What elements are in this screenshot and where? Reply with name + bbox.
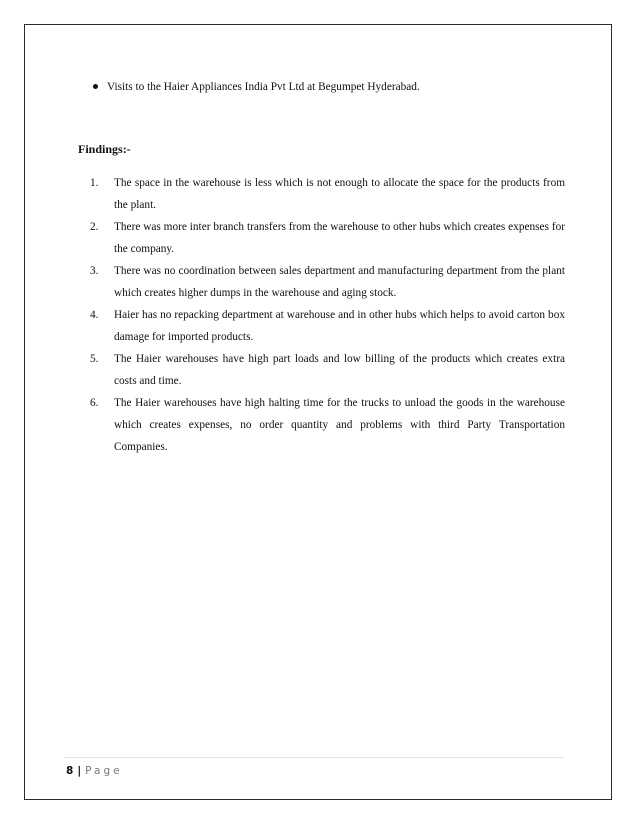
finding-item <box>90 216 565 260</box>
page-number: 8 <box>66 765 74 777</box>
finding-number: 3. <box>90 265 99 277</box>
findings-list <box>90 172 565 458</box>
finding-item <box>90 260 565 304</box>
footer-separator: | <box>77 765 82 777</box>
bullet-icon <box>93 84 98 89</box>
bullet-item <box>93 80 420 94</box>
finding-text: The Haier warehouses have high halting time for the trucks to unload the goods in the warehouse which creates expenses, no order quantity and problems with third Party Transportation Companies. <box>114 397 565 453</box>
finding-item <box>90 172 565 216</box>
finding-number: 5. <box>90 353 99 365</box>
page-label: Page <box>85 765 123 777</box>
finding-item <box>90 392 565 458</box>
finding-number: 6. <box>90 397 99 409</box>
finding-text: There was more inter branch transfers from the warehouse to other hubs which creates expenses for the company. <box>114 221 565 255</box>
finding-number: 2. <box>90 221 99 233</box>
finding-number: 1. <box>90 177 99 189</box>
finding-text: The Haier warehouses have high part loads and low billing of the products which creates extra costs and time. <box>114 353 565 387</box>
findings-heading: Findings:- <box>78 142 131 156</box>
footer-divider <box>64 757 564 758</box>
finding-text: Haier has no repacking department at warehouse and in other hubs which helps to avoid carton box damage for imported products. <box>114 309 565 343</box>
finding-item <box>90 348 565 392</box>
page-footer <box>66 764 123 778</box>
finding-item <box>90 304 565 348</box>
finding-number: 4. <box>90 309 99 321</box>
finding-text: The space in the warehouse is less which is not enough to allocate the space for the products from the plant. <box>114 177 565 211</box>
finding-text: There was no coordination between sales department and manufacturing department from the plant which creates higher dumps in the warehouse and aging stock. <box>114 265 565 299</box>
bullet-item-text: Visits to the Haier Appliances India Pvt Ltd at Begumpet Hyderabad. <box>107 81 420 93</box>
